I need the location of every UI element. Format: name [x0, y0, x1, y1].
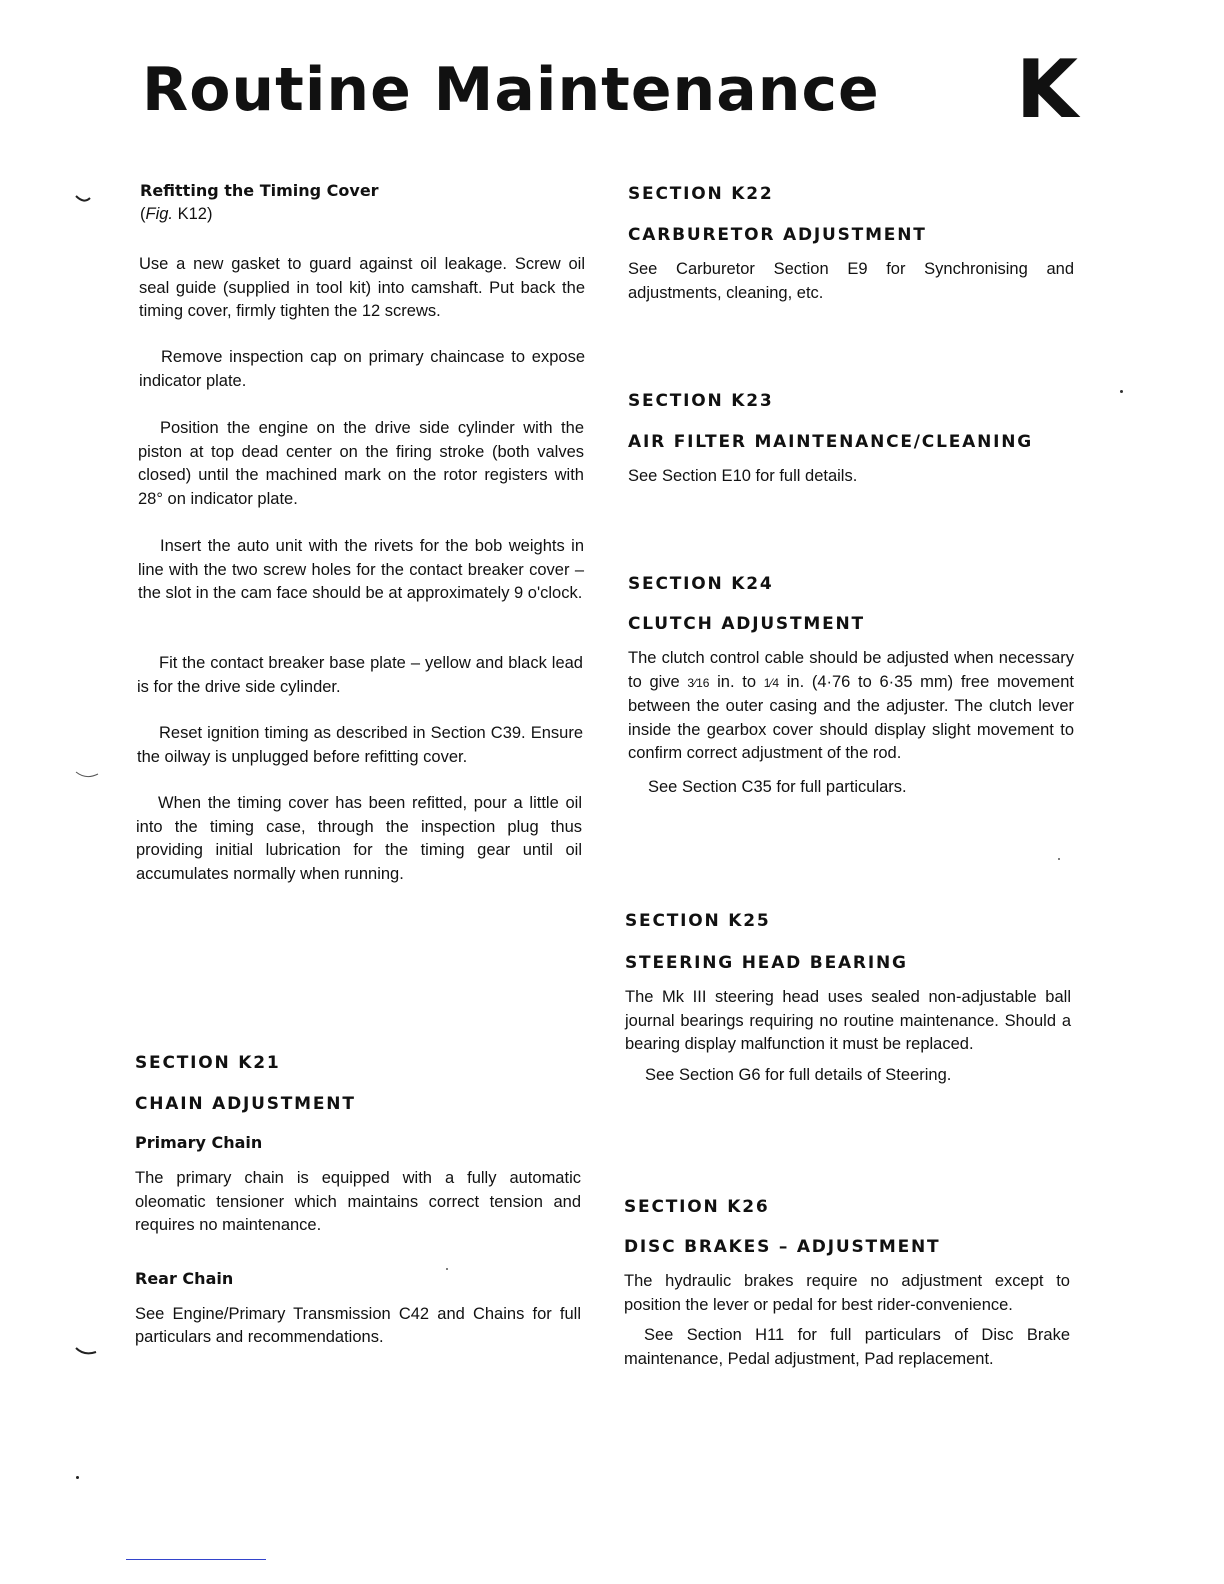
k24-text-b: in. to [717, 672, 756, 691]
page-title: Routine Maintenance [142, 55, 880, 125]
timing-para-5-wrap [137, 652, 583, 699]
timing-paragraph-4: Insert the auto unit with the rivets for the bob weights in line with the two screw holes for the contact breaker cover – the slot in the cam face should be at approximately 9 o'clock. [138, 537, 584, 602]
timing-paragraph-3: Position the engine on the drive side cylinder with the piston at top dead center on the firing stroke (both valves closed) until the machined mark on the rotor registers with 28° on indicator plate. [138, 419, 584, 508]
timing-paragraph-6: Reset ignition timing as described in Section C39. Ensure the oilway is unplugged before refitting cover. [137, 724, 583, 766]
k22-section-label: SECTION K22 [628, 184, 774, 204]
k21-title: CHAIN ADJUSTMENT [135, 1094, 356, 1114]
bottom-rule [126, 1559, 266, 1560]
fig-ref: K12 [177, 205, 207, 223]
k23-text: See Section E10 for full details. [628, 467, 858, 485]
timing-paragraph-5: Fit the contact breaker base plate – yellow and black lead is for the drive side cylinder. [137, 654, 583, 696]
timing-paragraph-1: Use a new gasket to guard against oil leakage. Screw oil seal guide (supplied in tool kit) into camshaft. Put back the timing cover, firmly tighten the 12 screws. [139, 255, 585, 320]
speck-2 [1058, 858, 1060, 860]
k23-title: AIR FILTER MAINTENANCE/CLEANING [628, 432, 1034, 452]
timing-para-2-wrap [139, 346, 585, 393]
k24-text [628, 647, 1074, 766]
speck-1 [1120, 390, 1123, 393]
speck-3 [76, 1476, 79, 1479]
k21-section-label: SECTION K21 [135, 1053, 281, 1073]
k24-section-label: SECTION K24 [628, 574, 774, 594]
section-k22 [628, 182, 1074, 305]
timing-para-7-wrap [136, 792, 582, 886]
k25-section-label: SECTION K25 [625, 911, 771, 931]
timing-para-4-wrap [138, 535, 584, 606]
timing-para-1-wrap [139, 253, 585, 324]
timing-cover-section [140, 180, 586, 226]
k22-title: CARBURETOR ADJUSTMENT [628, 225, 927, 245]
timing-paragraph-7: When the timing cover has been refitted, pour a little oil into the timing case, through the inspection plug thus providing initial lubrication for the timing gear until oil accumulates normally when running. [136, 794, 582, 883]
timing-para-6-wrap [137, 722, 583, 769]
k25-text: The Mk III steering head uses sealed non-adjustable ball journal bearings requiring no routine maintenance. Should a bearing display malfunction it must be replaced. [625, 988, 1071, 1053]
binder-mark-2 [66, 764, 106, 788]
k25-title: STEERING HEAD BEARING [625, 953, 908, 973]
timing-para-3-wrap [138, 417, 584, 511]
k24-title: CLUTCH ADJUSTMENT [628, 614, 865, 634]
section-k23 [628, 389, 1074, 489]
k26-see-reference: See Section H11 for full particulars of Disc Brake maintenance, Pedal adjustment, Pad replacement. [624, 1326, 1070, 1368]
k24-see-reference: See Section C35 for full particulars. [648, 777, 907, 796]
rear-chain-heading: Rear Chain [135, 1268, 234, 1288]
rear-chain-text: See Engine/Primary Transmission C42 and Chains for full particulars and recommendations. [135, 1304, 581, 1346]
section-k25 [625, 909, 1071, 1087]
timing-cover-heading: Refitting the Timing Cover [140, 181, 379, 200]
k26-title: DISC BRAKES – ADJUSTMENT [624, 1237, 941, 1257]
primary-chain-text: The primary chain is equipped with a fully automatic oleomatic tensioner which maintains correct tension and requires no maintenance. [135, 1169, 581, 1234]
section-k26 [624, 1195, 1070, 1371]
timing-paragraph-2: Remove inspection cap on primary chaincase to expose indicator plate. [139, 348, 585, 390]
k24-text-c: in. (4·76 to 6·35 mm) free movement between the outer casing and the adjuster. The clutch lever inside the gearbox cover should display slight movement to confirm correct adjustment of the rod. [628, 672, 1074, 762]
primary-chain-heading: Primary Chain [135, 1133, 263, 1152]
figure-reference: (Fig. K12) [140, 205, 213, 223]
section-k21 [135, 1051, 581, 1350]
k26-text: The hydraulic brakes require no adjustment except to position the lever or pedal for best rider-convenience. [624, 1272, 1070, 1314]
k24-fraction-b: 1⁄4 [763, 675, 780, 690]
section-letter: K [1016, 43, 1078, 136]
fig-label: Fig. [145, 205, 174, 223]
section-k24 [628, 572, 1074, 799]
k24-text-a: The clutch control cable should be adjusted when necessary to give [628, 649, 1074, 691]
k25-see-reference: See Section G6 for full details of Steering. [645, 1065, 952, 1084]
speck-4 [446, 1268, 448, 1270]
k22-text: See Carburetor Section E9 for Synchronising and adjustments, cleaning, etc. [628, 260, 1074, 302]
k23-section-label: SECTION K23 [628, 391, 774, 411]
k24-fraction-a: 3⁄16 [687, 675, 710, 690]
binder-mark-1 [60, 180, 100, 210]
binder-mark-3 [64, 1340, 104, 1364]
k26-section-label: SECTION K26 [624, 1197, 770, 1217]
